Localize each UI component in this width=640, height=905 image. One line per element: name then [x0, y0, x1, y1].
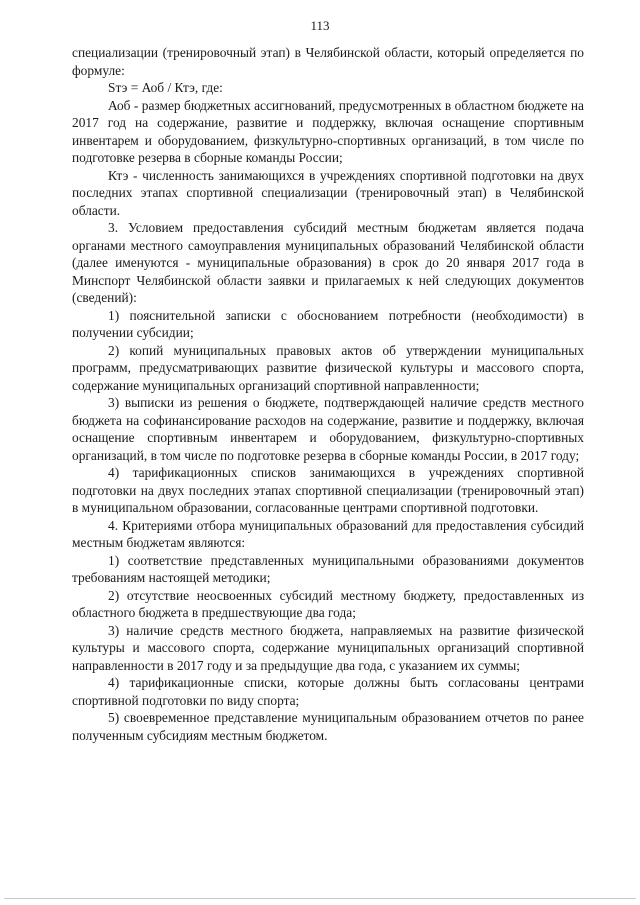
- list-item: 1) пояснительной записки с обоснованием потребности (необходимости) в получении субсидии;: [72, 307, 584, 340]
- list-item: 2) отсутствие неосвоенных субсидий местному бюджету, предоставленных из областного бюджета в предшествующие два года;: [72, 587, 584, 620]
- list-item: 2) копий муниципальных правовых актов об утверждении муниципальных программ, предусматривающих развитие физической культуры и массового спорта, содержание муниципальных организаций спортивной направленности;: [72, 342, 584, 393]
- page-edge-line: [4, 898, 636, 899]
- page-number: 113: [310, 18, 330, 33]
- list-item: 4) тарификационные списки, которые должны быть согласованы центрами спортивной подготовки по виду спорта;: [72, 675, 584, 708]
- paragraph: Ктэ - численность занимающихся в учреждениях спортивной подготовки на двух последних этапах спортивной специализации (тренировочный этап) в Челябинской области.: [72, 167, 584, 218]
- list-item: 3) выписки из решения о бюджете, подтверждающей наличие средств местного бюджета на софинансирование расходов на содержание, развитие и поддержку, включая оснащение спортивным инвентарем и оборудованием, физкультурно-спортивных организаций, в том числе по подготовке резерва в сборные команды России, в 2017 году;: [72, 395, 584, 463]
- paragraph: специализации (тренировочный этап) в Челябинской области, который определяется по формуле:: [72, 45, 584, 78]
- list-item: 1) соответствие представленных муниципальными образованиями документов требованиям настоящей методики;: [72, 552, 584, 585]
- list-item: 3) наличие средств местного бюджета, направляемых на развитие физической культуры и массового спорта, содержание муниципальных организаций спортивной направленности в 2017 году и за предыдущие два года, с указанием их суммы;: [72, 622, 584, 673]
- document-body: [72, 44, 584, 744]
- paragraph: 3. Условием предоставления субсидий местным бюджетам является подача органами местного самоуправления муниципальных образований Челябинской области (далее именуются - муниципальные образования) в срок до 20 января 2017 года в Минспорт Челябинской области заявки и прилагаемых к ней следующих документов (сведений):: [72, 220, 584, 305]
- paragraph: 4. Критериями отбора муниципальных образований для предоставления субсидий местным бюджетам являются:: [72, 517, 584, 550]
- list-item: 4) тарификационных списков занимающихся в учреждениях спортивной подготовки на двух последних этапах спортивной специализации (тренировочный этап) в муниципальном образовании, согласованные центрами спортивной подготовки.: [72, 465, 584, 515]
- paragraph: Аоб - размер бюджетных ассигнований, предусмотренных в областном бюджете на 2017 год на содержание, развитие и поддержку, включая оснащение спортивным инвентарем и оборудованием, физкультурно-спортивных организаций, в том числе по подготовке резерва в сборные команды России;: [72, 97, 584, 165]
- formula-line: Sтэ = Аоб / Ктэ, где:: [108, 80, 223, 95]
- list-item: 5) своевременное представление муниципальным образованием отчетов по ранее полученным субсидиям местным бюджетом.: [72, 710, 584, 743]
